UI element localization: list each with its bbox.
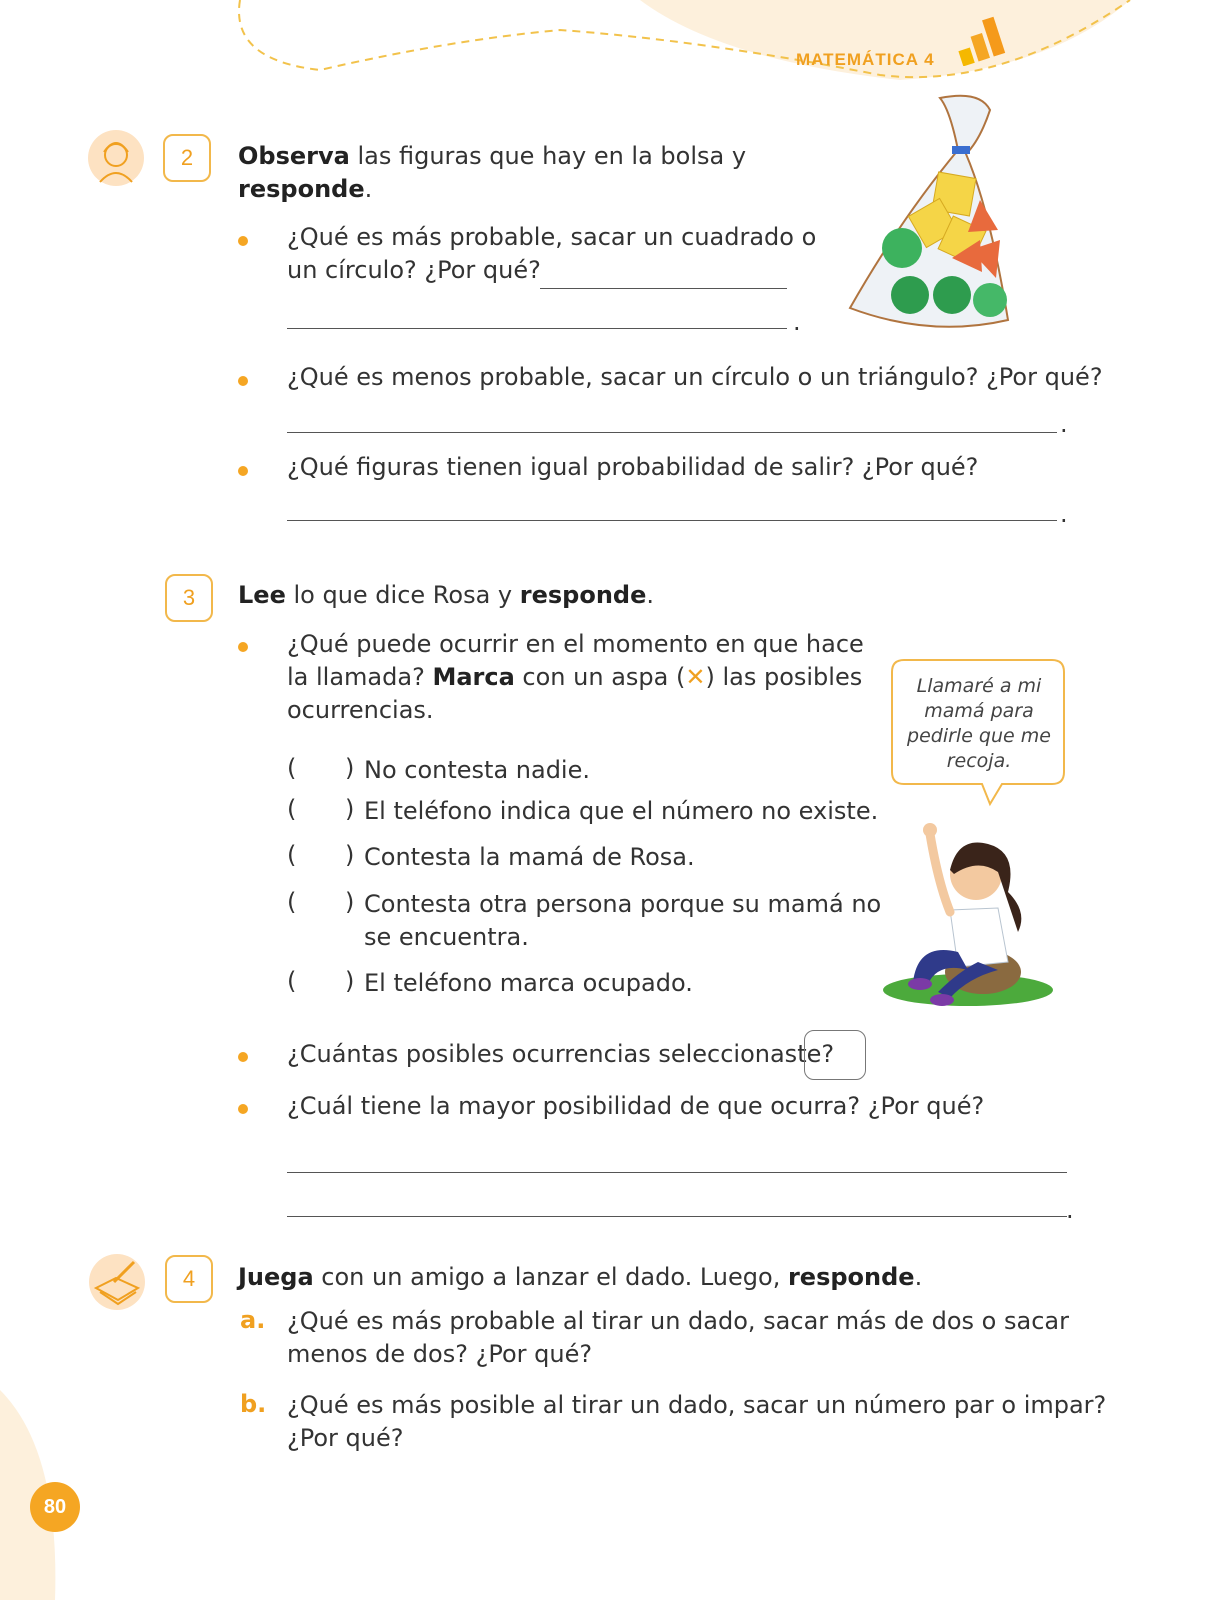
header-decoration xyxy=(0,0,1215,100)
question-number-3: 3 xyxy=(165,574,213,622)
checkbox-close[interactable]: ) xyxy=(345,967,355,995)
q3-bullet-2: ¿Cuántas posibles ocurrencias seleccionaste? xyxy=(287,1040,835,1068)
checkbox-open[interactable]: ( xyxy=(287,841,297,869)
answer-line[interactable] xyxy=(287,328,787,329)
answer-line[interactable] xyxy=(540,288,787,289)
answer-line[interactable] xyxy=(287,1172,1067,1173)
option-2: El teléfono indica que el número no existe. xyxy=(364,797,879,825)
notebook-writing-icon xyxy=(86,1252,148,1312)
bullet xyxy=(238,1052,248,1062)
answer-line[interactable] xyxy=(287,520,1057,521)
option-3: Contesta la mamá de Rosa. xyxy=(364,843,695,871)
q3-bullet-1: ¿Qué puede ocurrir en el momento en que hace la llamada? Marca con un aspa (✕) las posibles ocurrencias. xyxy=(287,630,864,724)
answer-line[interactable] xyxy=(287,1216,1067,1217)
shape-bag-illustration xyxy=(840,90,1020,340)
bar-chart-icon xyxy=(950,14,1010,66)
girl-rosa-illustration xyxy=(858,812,1053,1012)
item-letter-b: b. xyxy=(240,1390,267,1418)
period: . xyxy=(1060,410,1068,438)
checkbox-close[interactable]: ) xyxy=(345,841,355,869)
page-number: 80 xyxy=(30,1482,80,1532)
checkbox-open[interactable]: ( xyxy=(287,967,297,995)
speech-text: Llamaré a mi mamá para pedirle que me recoja. xyxy=(907,675,1051,772)
bullet xyxy=(238,236,248,246)
bullet xyxy=(238,376,248,386)
bullet xyxy=(238,642,248,652)
q3-title: Lee lo que dice Rosa y responde. xyxy=(238,581,655,609)
q2-bullet-1: ¿Qué es más probable, sacar un cuadrado o un círculo? ¿Por qué? xyxy=(287,223,817,284)
count-answer-box[interactable] xyxy=(804,1030,866,1080)
x-mark-icon: ✕ xyxy=(685,663,706,691)
checkbox-close[interactable]: ) xyxy=(345,754,355,782)
q2-bullet-3: ¿Qué figuras tienen igual probabilidad de salir? ¿Por qué? xyxy=(287,453,979,481)
option-1: No contesta nadie. xyxy=(364,756,590,784)
student-avatar-icon xyxy=(86,128,146,188)
bullet xyxy=(238,466,248,476)
answer-line[interactable] xyxy=(287,432,1057,433)
option-5: El teléfono marca ocupado. xyxy=(364,969,693,997)
checkbox-close[interactable]: ) xyxy=(345,888,355,916)
q2-bullet-2: ¿Qué es menos probable, sacar un círculo o un triángulo? ¿Por qué? xyxy=(287,363,1103,391)
checkbox-open[interactable]: ( xyxy=(287,795,297,823)
question-number-4: 4 xyxy=(165,1255,213,1303)
question-number-2: 2 xyxy=(163,134,211,182)
period: . xyxy=(1060,500,1068,528)
option-4: Contesta otra persona porque su mamá no se encuentra. xyxy=(364,890,882,951)
checkbox-open[interactable]: ( xyxy=(287,754,297,782)
q4-title: Juega con un amigo a lanzar el dado. Luego, responde. xyxy=(238,1263,923,1291)
subject-title: MATEMÁTICA 4 xyxy=(796,50,935,69)
bullet xyxy=(238,1104,248,1114)
q2-title: Observa las figuras que hay en la bolsa y responde. xyxy=(238,142,747,203)
q4-item-a: ¿Qué es más probable al tirar un dado, sacar más de dos o sacar menos de dos? ¿Por qué? xyxy=(287,1307,1069,1368)
checkbox-close[interactable]: ) xyxy=(345,795,355,823)
checkbox-open[interactable]: ( xyxy=(287,888,297,916)
item-letter-a: a. xyxy=(240,1306,266,1334)
period: . xyxy=(1066,1196,1074,1224)
q4-item-b: ¿Qué es más posible al tirar un dado, sacar un número par o impar? ¿Por qué? xyxy=(287,1391,1107,1452)
q3-bullet-3: ¿Cuál tiene la mayor posibilidad de que ocurra? ¿Por qué? xyxy=(287,1092,985,1120)
period: . xyxy=(793,308,801,336)
